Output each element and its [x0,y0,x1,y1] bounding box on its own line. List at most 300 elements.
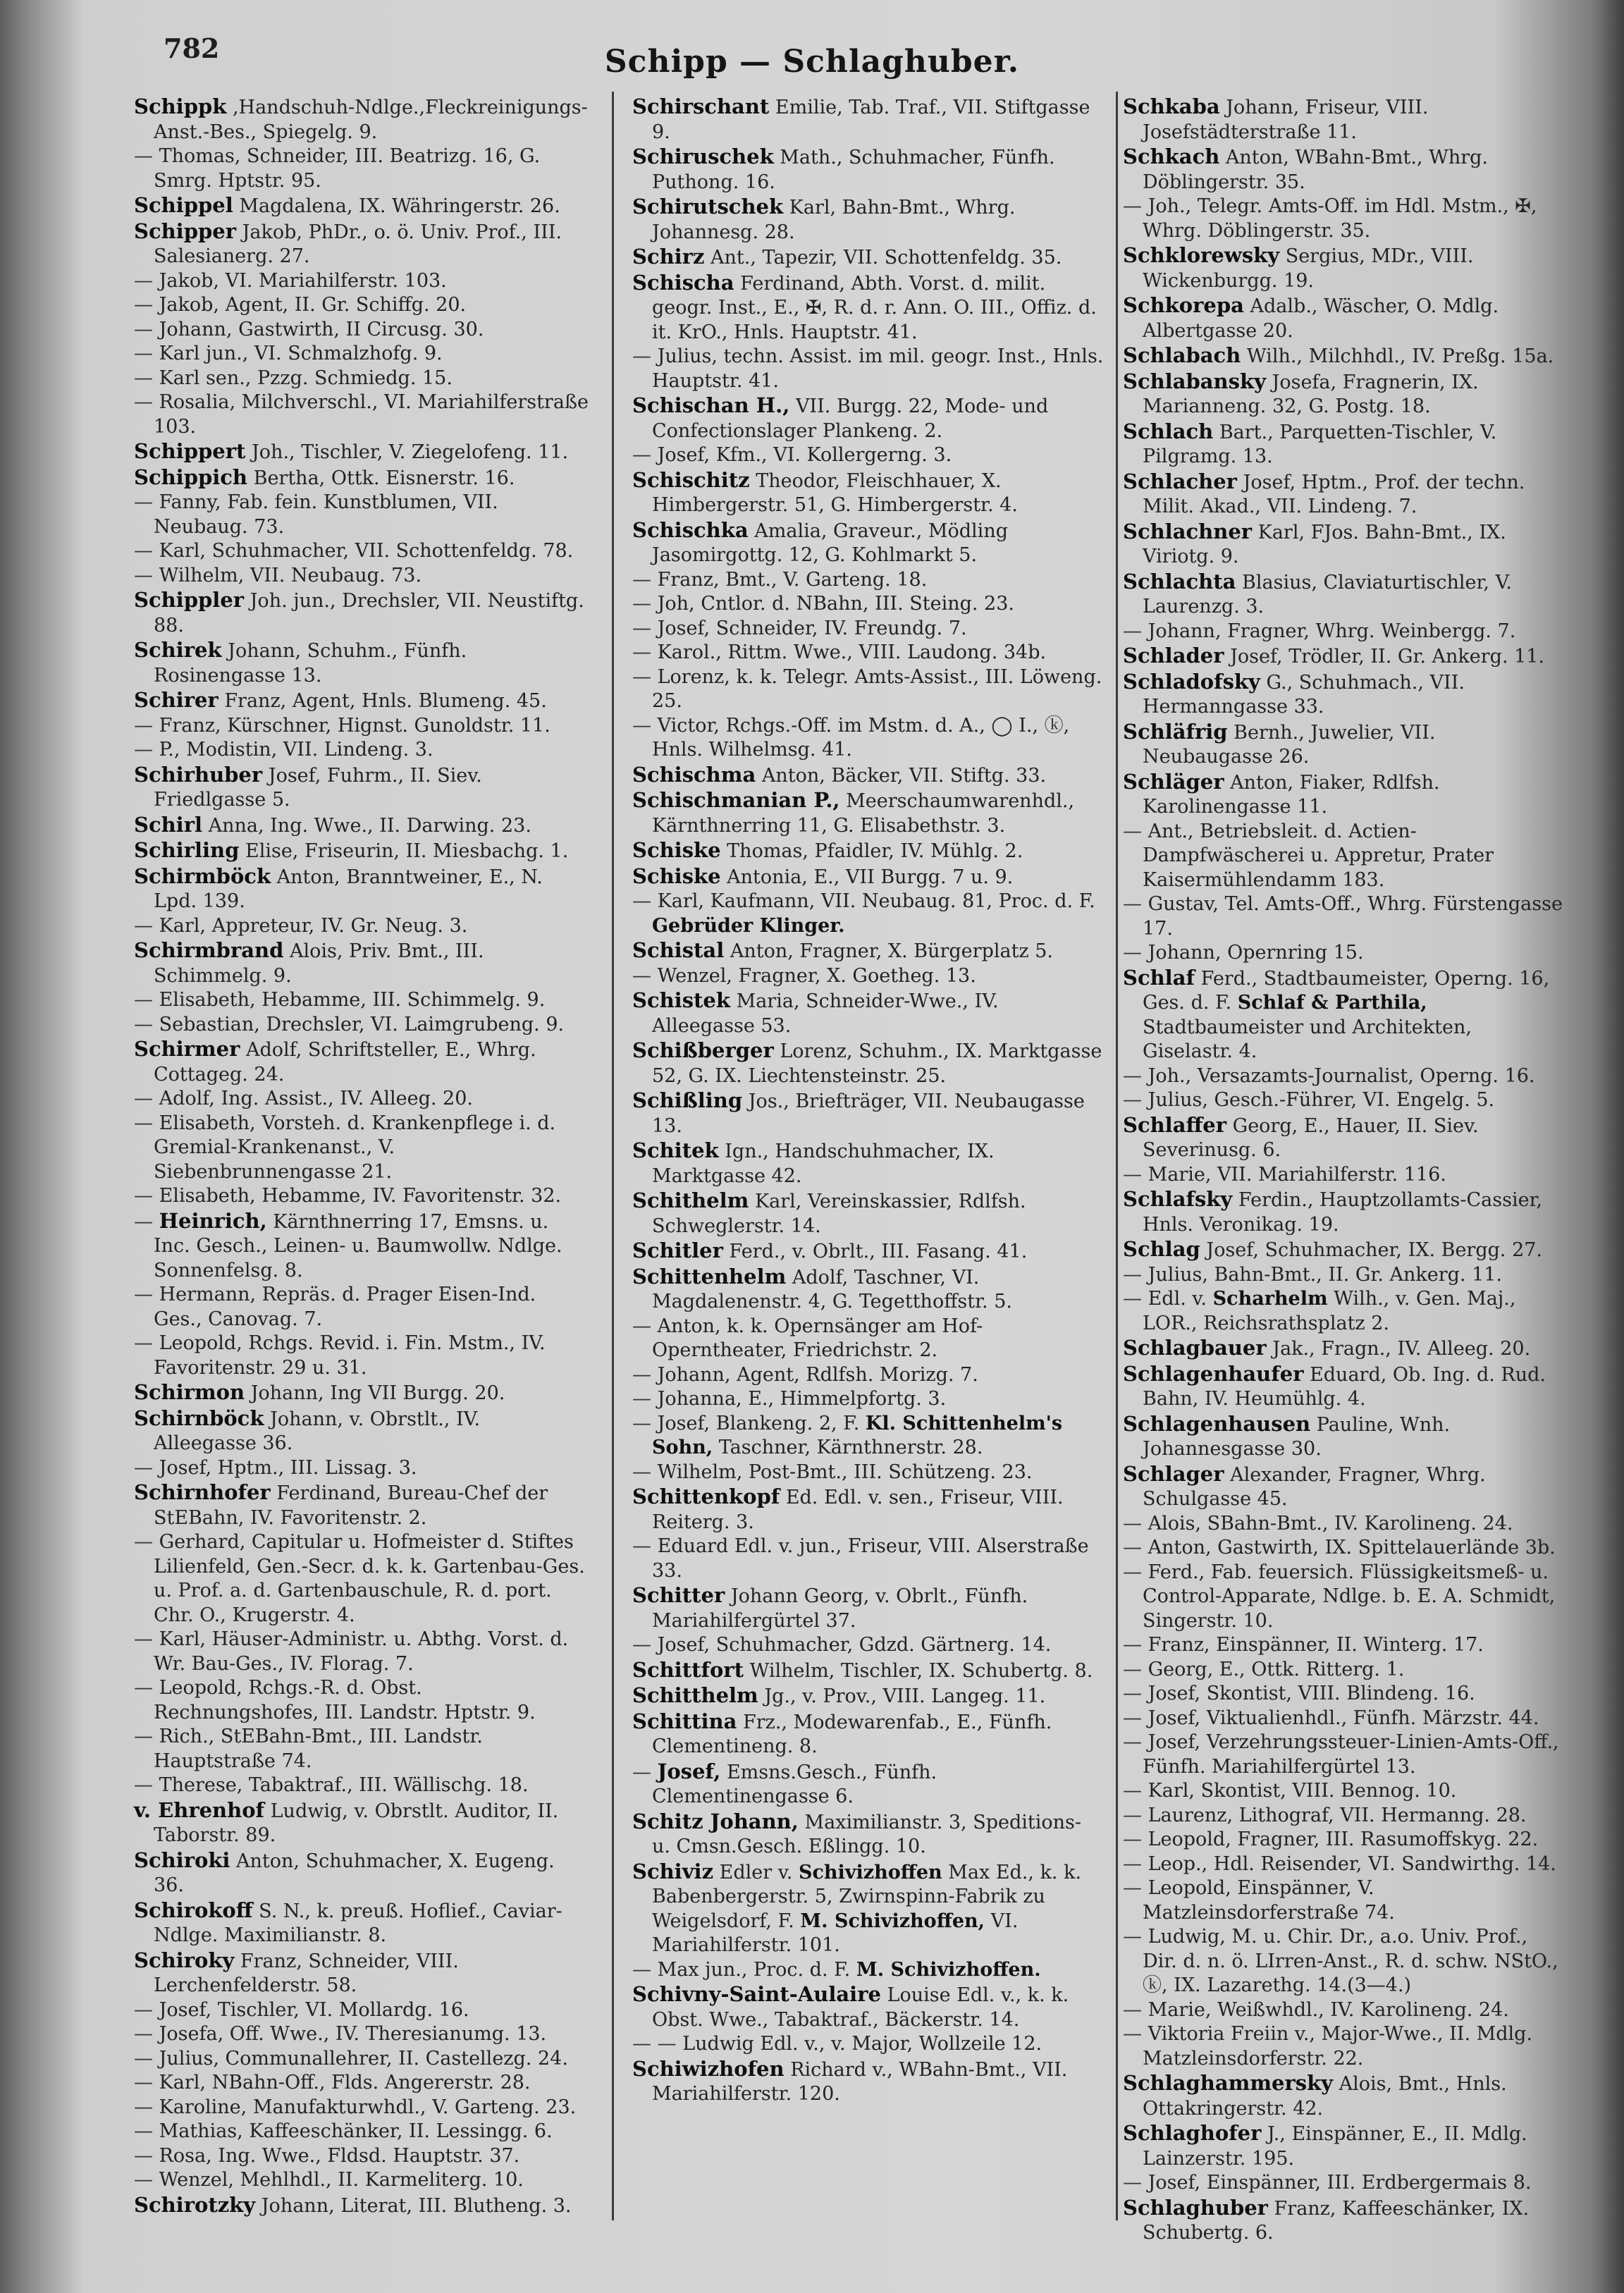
entry-details: Ferd., Stadtbaumeister, Operng. 16, Ges. d. F. [1143,967,1550,1014]
entry-details: Julius, techn. Assist. im mil. geogr. Inst., Hnls. Hauptstr. 41. [652,345,1104,392]
entry-surname: Schirhuber [134,762,263,787]
entry-details: Mathias, Kaffeeschänker, II. Lessingg. 6. [159,2120,553,2142]
directory-entry [1123,1925,1563,1998]
directory-entry [134,465,589,491]
entry-surname: Schistek [632,988,730,1012]
entry-details: Alois, Priv. Bmt., III. Schimmelg. 9. [154,940,484,987]
entry-details: Josef, Einspänner, III. Erdbergermais 8. [1148,2172,1532,2194]
entry-surname: Schkach [1123,145,1220,168]
entry-dash: — [1123,1512,1142,1535]
directory-entry [1123,1536,1563,1561]
entry-dash: — [134,2144,153,2167]
entry-dash: — [134,1628,153,1650]
entry-dash: — [632,1958,651,1981]
directory-entry [134,1998,589,2023]
entry-surname: Schkaba [1123,94,1220,118]
entry-dash: — [134,318,153,340]
directory-entry [1123,1336,1563,1362]
directory-entry [134,1013,589,1038]
directory-entry [632,393,1105,443]
entry-details: Karl, Skontist, VIII. Bennog. 10. [1148,1780,1457,1802]
entry-dash: — [134,1284,153,1305]
entry-details: Karl, Bahn-Bmt., Whrg. Johannesg. 28. [652,197,1016,243]
entry-surname: Schiroki [134,1848,230,1872]
directory-entry [1123,369,1563,419]
directory-entry [1123,770,1563,820]
directory-entry [134,293,589,318]
entry-dash: — [134,1726,153,1747]
entry-details: Franz, Schneider, VIII. Lerchenfelderstr. 58. [154,1950,459,1996]
directory-entry [134,1676,589,1725]
entry-dash: — [134,564,153,586]
directory-entry [1123,2196,1563,2246]
entry-details: Karl jun., VI. Schmalzhofg. 9. [159,343,443,364]
directory-entry [134,539,589,564]
entry-surname: Schlag [1123,1237,1200,1261]
entry-dash: — [1123,1288,1142,1310]
running-head: Schipp — Schlaghuber. [604,44,1020,80]
directory-entry [632,1038,1105,1088]
entry-surname: Schivny-Saint-Aulaire [632,1982,881,2006]
entry-details: Johanna, E., Himmelpfortg. 3. [657,1388,947,1410]
directory-entry [632,714,1105,763]
entry-details: Josef, Schuhmacher, Gdzd. Gärtnerg. 14. [657,1634,1052,1656]
directory-entry [1123,720,1563,770]
entry-surname: Schirl [134,812,202,837]
directory-entry [632,2032,1105,2057]
entry-details: Elisabeth, Vorsteh. d. Krankenpflege i. d. Gremial-Krankenanst., V. Siebenbrunnengasse 21. [154,1112,556,1183]
entry-dash: — [1123,1877,1142,1899]
directory-entry [134,94,589,145]
directory-entry [134,914,589,939]
directory-entry [1123,1462,1563,1512]
directory-entry [632,1583,1105,1633]
entry-details: Emilie, Tab. Traf., VII. Stiftgasse 9. [652,97,1090,143]
entry-dash: — [134,2169,153,2191]
entry-details: Jg., v. Prov., VIII. Langeg. 11. [764,1685,1046,1707]
entry-details: Karl, Kaufmann, VII. Neubaug. 81, Proc. d. F. [657,890,1095,912]
entry-details: Josef, Schuhmacher, IX. Bergg. 27. [1206,1239,1543,1261]
entry-surname: Schiwizhofen [632,2056,785,2081]
entry-surname: Schladofsky [1123,669,1260,694]
entry-dash: — [1123,1683,1142,1704]
directory-entry [134,1209,589,1284]
entry-details: Jak., Fragn., IV. Alleeg. 20. [1272,1338,1531,1360]
entry-dash: — [1123,195,1142,217]
entry-dash: — [134,739,153,761]
directory-entry [134,864,589,914]
directory-entry [632,518,1105,568]
directory-entry [632,345,1105,393]
entry-details: Georg, E., Ottk. Ritterg. 1. [1148,1658,1405,1680]
directory-entry [632,443,1105,468]
entry-details: G., Schuhmach., VII. Hermanngasse 33. [1143,671,1465,718]
directory-entry [134,588,589,638]
directory-entry [134,1898,589,1948]
directory-entry [134,2022,589,2047]
entry-details: Lorenz, Schuhm., IX. Marktgasse 52, G. IX. Liechtensteinstr. 25. [652,1040,1102,1087]
entry-firm-name: Schlaf & Parthila, [1237,992,1427,1014]
directory-entry [134,813,589,839]
entry-details: Georg, E., Hauer, II. Siev. Severinusg. 6. [1143,1114,1479,1161]
entry-surname: Schiske [632,863,721,888]
directory-entry [632,1138,1105,1188]
directory-entry [1123,1707,1563,1731]
directory-entry [632,1958,1105,1983]
entry-surname: Schirer [134,688,219,712]
entry-details: Johann, Literat, III. Blutheng. 3. [261,2194,572,2217]
entry-details: Hermann, Repräs. d. Prager Eisen-Ind. Ges., Canovag. 7. [154,1284,536,1330]
entry-surname: Schischitz [632,467,750,492]
entry-details: Laurenz, Lithograf, VII. Hermanng. 28. [1148,1804,1527,1826]
directory-entry [1123,145,1563,195]
entry-surname: Schlach [1123,419,1214,443]
directory-entry [134,2168,589,2193]
directory-entry [1123,2171,1563,2196]
entry-details: Ferdinand, Bureau-Chef der StEBahn, IV. Favoritenstr. 2. [154,1482,548,1529]
entry-dash: — [134,2023,153,2045]
directory-entry [632,964,1105,989]
entry-dash: — [632,1535,651,1557]
directory-entry [1123,1779,1563,1804]
entry-dash: — [134,2072,153,2094]
directory-entry [1123,892,1563,941]
entry-details: Johann, Schuhm., Fünfh. Rosinengasse 13. [154,640,467,687]
entry-details: Meerschaumwarenhdl., Kärnthnerring 11, G. Elisabethstr. 3. [652,790,1075,837]
directory-entry [632,763,1105,789]
entry-surname: Schirling [134,838,240,862]
directory-entry [134,1480,589,1530]
directory-entry [632,864,1105,890]
entry-details: Bertha, Ottk. Eisnerstr. 16. [253,467,515,489]
entry-details: Sergius, MDr., VIII. Wickenburgg. 19. [1143,245,1474,292]
entry-dash: — [1123,1780,1142,1802]
entry-details: Gustav, Tel. Amts-Off., Whrg. Fürstengasse 17. [1143,893,1563,940]
entry-surname: Schippel [134,193,233,217]
entry-details: Franz, Bmt., V. Garteng. 18. [657,568,928,591]
directory-entry [1123,1852,1563,1877]
entry-dash: — [632,444,651,466]
directory-entry [1123,1682,1563,1707]
directory-entry [1123,419,1563,469]
directory-entry [134,2071,589,2096]
entry-surname: Schlader [1123,644,1224,668]
entry-dash: — [1123,1658,1142,1680]
entry-details: Josef, Tischler, VI. Mollardg. 16. [159,1998,469,2021]
entry-details: Bernh., Juwelier, VII. Neubaugasse 26. [1143,721,1436,768]
entry-details: Ferdin., Hauptzollamts-Cassier, Hnls. Veronikag. 19. [1143,1189,1543,1236]
entry-details: Julius, Gesch.-Führer, VI. Engelg. 5. [1148,1089,1495,1111]
entry-dash: — [632,1761,651,1783]
entry-details: Joh. jun., Drechsler, VII. Neustiftg. 88. [154,590,584,637]
entry-details: Ant., Tapezir, VII. Schottenfeldg. 35. [710,247,1062,269]
entry-details: Wilhelm, Post-Bmt., III. Schützeng. 23. [657,1461,1033,1483]
entry-dash: — [632,568,651,591]
directory-entry [134,763,589,813]
entry-details: Josef, Viktualienhdl., Fünfh. Märzstr. 44. [1148,1707,1539,1729]
entry-details: Max Ed., k. k. Babenbergerstr. 5, Zwirnspinn-Fabrik zu Weigelsdorf, F. [652,1861,1082,1932]
directory-entry [134,1112,589,1185]
entry-surname: Schklorewsky [1123,243,1280,267]
directory-entry [1123,644,1563,670]
entry-dash: — [1123,1089,1142,1111]
entry-details: Anna, Ing. Wwe., II. Darwing. 23. [208,814,531,837]
directory-entry [632,1088,1105,1138]
directory-entry [1123,1362,1563,1412]
entry-surname: Schitler [632,1238,723,1262]
directory-entry [632,1759,1105,1809]
entry-details: Blasius, Claviaturtischler, V. Laurenzg. 3. [1143,571,1512,617]
entry-dash: — [632,641,651,663]
entry-details: Johann, v. Obrstlt., IV. Alleegasse 36. [154,1408,481,1454]
entry-details: Johann, Fragner, Whrg. Weinbergg. 7. [1148,620,1516,642]
directory-entry [632,1363,1105,1388]
directory-entry [632,1658,1105,1684]
entry-surname: Schirutschek [632,195,784,219]
directory-entry [1123,520,1563,570]
entry-surname: Schlagbauer [1123,1336,1267,1360]
directory-entry [632,1633,1105,1658]
entry-details: Leopold, Fragner, III. Rasumoffskyg. 22. [1148,1828,1539,1850]
directory-entry [632,890,1105,938]
entry-surname: Schlager [1123,1461,1224,1486]
directory-entry [632,1982,1105,2032]
entry-dash: — [1123,2023,1142,2045]
entry-surname: Schißberger [632,1038,774,1062]
directory-entry [134,1530,589,1628]
directory-entry [1123,1828,1563,1852]
directory-entry [134,391,589,439]
entry-surname: Schlachta [1123,569,1236,594]
entry-details: Anton, Bäcker, VII. Stiftg. 33. [761,764,1047,787]
entry-details: Ign., Handschuhmacher, IX. Marktgasse 42. [652,1141,995,1187]
entry-details: Wenzel, Fragner, X. Goetheg. 13. [657,964,976,987]
entry-surname: Schlaghuber [1123,2195,1268,2220]
entry-details: Math., Schuhmacher, Fünfh. Puthong. 16. [652,147,1055,193]
directory-entry [134,1948,589,1998]
directory-entry [134,2047,589,2072]
entry-dash: — [632,964,651,987]
entry-dash: — [134,367,153,389]
directory-entry [134,1332,589,1380]
entry-details: Adalb., Wäscher, O. Mdlg. Albertgasse 20. [1143,295,1499,342]
directory-entry [632,1265,1105,1315]
entry-surname: Schischan H., [632,393,790,417]
entry-surname: Schirek [134,638,222,662]
directory-entry [1123,1187,1563,1237]
entry-details: Karl, Häuser-Administr. u. Abthg. Vorst. d. Wr. Bau-Ges., IV. Florag. 7. [154,1628,569,1675]
entry-details: Anton, Branntweiner, E., N. Lpd. 139. [154,866,543,912]
entry-dash: — [1123,1561,1142,1583]
directory-entry [134,1725,589,1773]
entry-details: Stadtbaumeister und Architekten, Giselastr. 4. [1143,1016,1472,1062]
entry-details: Marie, Weißwhdl., IV. Karolineng. 24. [1148,1998,1509,2021]
directory-entry [632,1535,1105,1583]
directory-entry [1123,195,1563,243]
column-divider-2 [1116,92,1118,2220]
entry-details: Joh., Tischler, V. Ziegelofeng. 11. [251,441,569,463]
entry-firm-name: M. Schivizhoffen. [856,1958,1041,1981]
entry-firm-name: Scharhelm [1212,1288,1328,1310]
entry-dash: — [1123,1828,1142,1850]
entry-details: Rich., StEBahn-Bmt., III. Landstr. Hauptstraße 74. [154,1726,483,1772]
entry-surname: Schippich [134,465,248,489]
entry-dash: — [632,1412,651,1434]
directory-entry [134,2144,589,2169]
entry-firm-name: Schivizhoffen [798,1861,942,1883]
entry-details: Joh., Telegr. Amts-Off. im Hdl. Mstm., ✠, Whrg. Döblingerstr. 35. [1143,195,1537,242]
directory-entry [1123,2071,1563,2121]
directory-entry [632,988,1105,1038]
entry-surname: Schiske [632,838,721,862]
column-right [1123,94,1563,2244]
entry-firm-name: Gebrüder Klinger. [652,914,845,937]
entry-details: Maximilianstr. 3, Speditions- u. Cmsn.Gesch. Eßlingg. 10. [652,1811,1082,1857]
entry-details: Antonia, E., VII Burgg. 7 u. 9. [727,866,1014,888]
entry-details: ,Handschuh-Ndlge.,Fleckreinigungs-Anst.-Bes., Spiegelg. 9. [154,97,588,143]
entry-details: Leopold, Einspänner, V. Matzleinsdorferstraße 74. [1143,1877,1395,1924]
entry-dash: — [134,145,153,167]
entry-surname: Schippert [134,439,246,463]
entry-details: Julius, Bahn-Bmt., II. Gr. Ankerg. 11. [1148,1263,1503,1286]
entry-details: Anton, Schuhmacher, X. Eugeng. 36. [154,1850,555,1896]
entry-dash: — [134,1332,153,1354]
entry-details: Taschner, Kärnthnerstr. 28. [718,1437,983,1458]
directory-entry [134,1628,589,1676]
directory-entry [1123,94,1563,145]
entry-surname: Schlachner [1123,519,1253,543]
entry-surname: Schläfrig [1123,719,1228,744]
entry-surname: Schirschant [632,94,770,118]
entry-details: Josef, Fuhrm., II. Siev. Friedlgasse 5. [154,764,482,811]
directory-entry [1123,2022,1563,2071]
entry-dash: — [1123,942,1142,964]
entry-details: Josefa, Off. Wwe., IV. Theresianumg. 13. [159,2023,547,2045]
entry-surname: Schittenhelm [632,1264,787,1289]
entry-details: Karoline, Manufakturwhdl., V. Garteng. 23. [159,2096,577,2118]
entry-surname: Schläger [1123,769,1224,794]
entry-details: Leopold, Rchgs.-R. d. Obst. Rechnungshofes, III. Landstr. Hptstr. 9. [154,1677,536,1723]
entry-dash: — [632,1634,651,1656]
directory-entry [134,1184,589,1209]
entry-details: Viktoria Freiin v., Major-Wwe., II. Mdlg. Matzleinsdorferstr. 22. [1143,2023,1533,2070]
entry-surname: Schistal [632,938,725,962]
entry-details: Ed. Edl. v. sen., Friseur, VIII. Reiterg. 3. [652,1487,1064,1533]
entry-dash: — [1123,893,1142,915]
entry-dash: — [632,714,651,737]
entry-details: Wilhelm, VII. Neubaug. 73. [159,564,422,586]
entry-surname: Schischa [632,270,734,295]
directory-entry [632,1484,1105,1535]
entry-details: Wenzel, Mehlhdl., II. Karmeliterg. 10. [159,2169,524,2191]
directory-entry [632,938,1105,964]
directory-entry [1123,1287,1563,1336]
directory-entry [134,714,589,739]
entry-details: Ferd., Fab. feuersich. Flüssigkeitsmeß- u. Control-Apparate, Ndlge. b. E. A. Schmidt, Singerstr. 10. [1143,1561,1556,1632]
entry-dash: — [134,294,153,316]
entry-details: Wilh., Milchhdl., IV. Preßg. 15a. [1246,345,1554,367]
entry-details: Elisabeth, Hebamme, IV. Favoritenstr. 32. [159,1185,562,1207]
entry-dash: — [134,1774,153,1796]
entry-dash: — [1123,620,1142,642]
entry-dash: — [134,714,153,737]
directory-entry [1123,1113,1563,1163]
entry-details: Anton, k. k. Opernsänger am Hof-Operntheater, Friedrichstr. 2. [652,1315,983,1361]
column-divider-1 [612,92,614,2220]
directory-entry [1123,1998,1563,2023]
directory-entry [134,2096,589,2120]
entry-details: Anton, Gastwirth, IX. Spittelauerlände 3b. [1148,1537,1556,1559]
entry-surname: Schlaf [1123,965,1195,990]
entry-dash: — [1123,1263,1142,1286]
directory-entry [632,788,1105,838]
entry-details: Joh., Versazamts-Journalist, Operng. 16. [1148,1064,1535,1087]
entry-details: Rosalia, Milchverschl., VI. Mariahilferstraße 103. [154,391,589,438]
entry-surname: Schirmbrand [134,938,284,962]
directory-entry [632,94,1105,145]
directory-entry [134,342,589,367]
entry-dash: — [632,1315,651,1337]
entry-dash: — [134,1185,153,1207]
directory-entry [632,145,1105,195]
entry-surname: Schirmböck [134,863,271,888]
directory-entry [632,592,1105,617]
directory-entry [134,638,589,688]
entry-dash: — [1123,1064,1142,1087]
entry-surname: Schißling [632,1088,743,1112]
entry-details: Julius, Communallehrer, II. Castellezg. 24. [159,2047,568,2070]
directory-entry [632,245,1105,271]
entry-surname: Josef, [657,1759,721,1783]
entry-surname: Schlagenhaufer [1123,1361,1304,1386]
entry-surname: Schirnhofer [134,1480,271,1504]
entry-surname: Schippler [134,588,245,612]
entry-details: Johann, Friseur, VIII. Josefstädterstraße 11. [1143,97,1429,143]
entry-surname: Schippk [134,94,227,118]
entry-details: Ludwig, v. Obrstlt. Auditor, II. Taborstr. 89. [154,1800,559,1846]
entry-details: Johann, Gastwirth, II Circusg. 30. [159,318,484,340]
directory-entry [1123,469,1563,520]
directory-entry [1123,293,1563,343]
directory-entry [134,938,589,988]
entry-details: Jakob, Agent, II. Gr. Schiffg. 20. [159,294,467,316]
entry-details: Thomas, Pfaidler, IV. Mühlg. 2. [727,840,1023,862]
entry-surname: Schirnböck [134,1406,264,1430]
entry-dash: — [134,1456,153,1479]
entry-details: Frz., Modewarenfab., E., Fünfh. Clementineng. 8. [652,1711,1052,1757]
entry-details: Karl, Appreteur, IV. Gr. Neug. 3. [159,914,468,937]
entry-surname: Schlaghammersky [1123,2071,1334,2095]
column-middle [632,94,1105,2223]
entry-surname: Schitz Johann, [632,1809,799,1833]
entry-dash: — [134,391,153,413]
directory-entry [1123,1064,1563,1089]
entry-details: Josef, Verzehrungssteuer-Linien-Amts-Off., Fünfh. Mariahilfergürtel 13. [1143,1731,1559,1778]
entry-details: VII. Burgg. 22, Mode- und Confectionslager Plankeng. 2. [652,395,1049,442]
directory-entry [134,1283,589,1332]
entry-details: Anton, Fiaker, Rdlfsh. Karolinengasse 11. [1143,771,1440,818]
directory-entry [134,564,589,589]
directory-entry [632,1809,1105,1859]
entry-dash: — [134,2047,153,2070]
entry-details: Wilhelm, Tischler, IX. Schubertg. 8. [749,1659,1093,1682]
entry-dash: — [134,1677,153,1699]
directory-entry [632,195,1105,245]
directory-entry [632,1683,1105,1709]
entry-details: Lorenz, k. k. Telegr. Amts-Assist., III. Löweng. 25. [652,665,1102,712]
entry-details: Jos., Briefträger, VII. Neubaugasse 13. [652,1090,1085,1137]
entry-details: Edl. v. [1148,1288,1207,1310]
